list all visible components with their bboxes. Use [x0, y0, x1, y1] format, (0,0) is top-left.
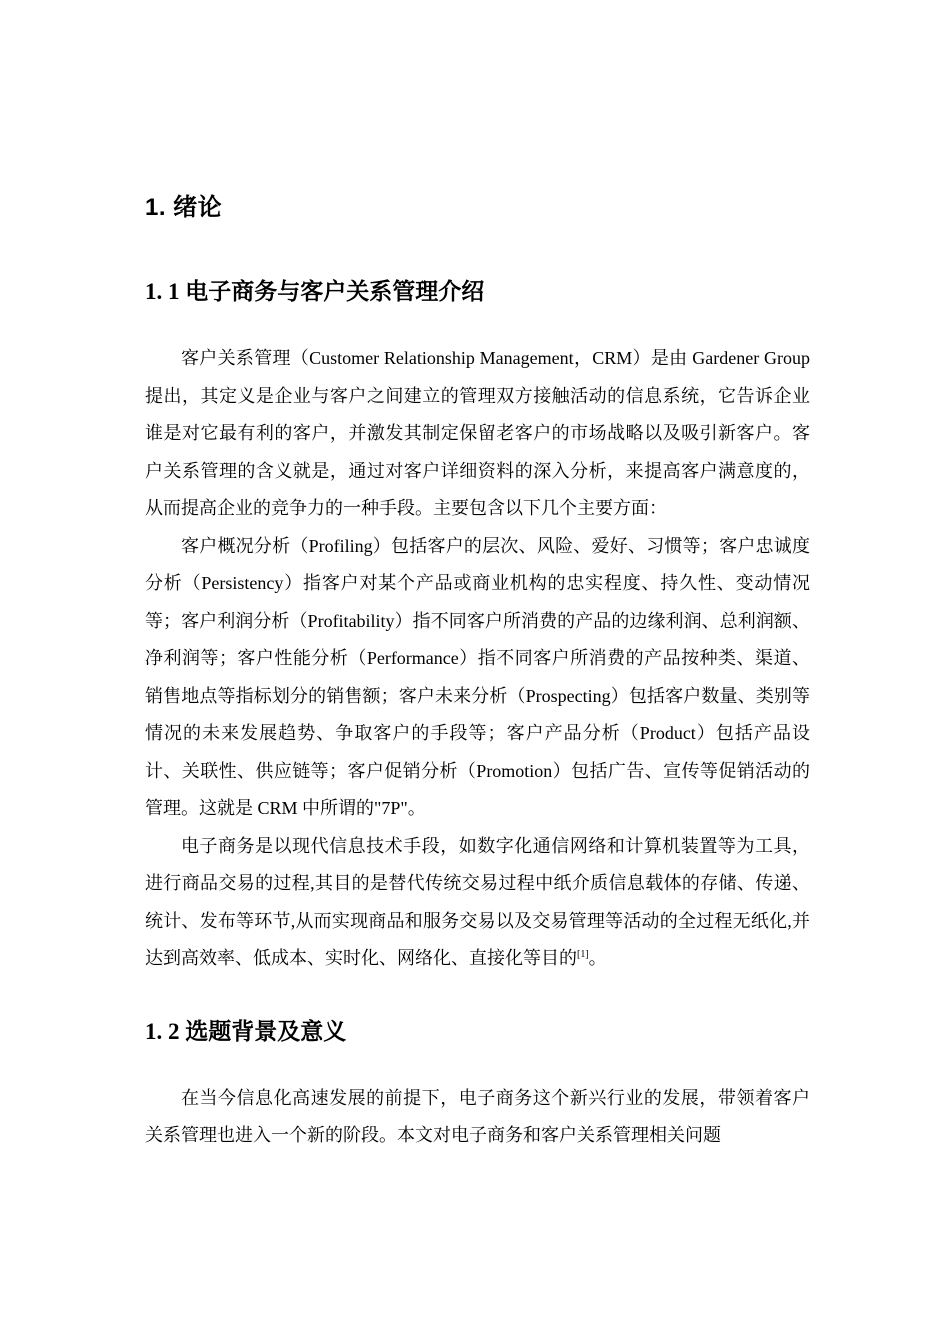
paragraph-ecommerce-end: 。	[588, 948, 607, 968]
chapter-heading-wrap	[145, 190, 810, 226]
section-1-2-heading: 1. 2 选题背景及意义	[145, 1018, 347, 1044]
paragraph-ecommerce-definition	[145, 828, 810, 978]
section-heading-wrap	[145, 274, 810, 310]
section-1-1-heading: 1. 1 电子商务与客户关系管理介绍	[145, 279, 485, 304]
document-body	[145, 190, 810, 1155]
section-heading-wrap	[145, 1014, 810, 1050]
chapter-heading: 1. 绪论	[145, 194, 223, 221]
paragraph-ecommerce-text: 电子商务是以现代信息技术手段，如数字化通信网络和计算机装置等为工具，进行商品交易的过程,其目的是替代传统交易过程中纸介质信息载体的存储、传递、统计、发布等环节,从而实现商品和服务交易以及交易管理等活动的全过程无纸化,并达到高效率、低成本、实时化、网络化、直接化等目的	[145, 835, 810, 968]
paragraph-crm-7p: 客户概况分析（Profiling）包括客户的层次、风险、爱好、习惯等；客户忠诚度分析（Persistency）指客户对某个产品或商业机构的忠实程度、持久性、变动情况等；客户利润分析（Profitability）指不同客户所消费的产品的边缘利润、总利润额、净利润等；客户性能分析（Performance）指不同客户所消费的产品按种类、渠道、销售地点等指标划分的销售额；客户未来分析（Prospecting）包括客户数量、类别等情况的未来发展趋势、争取客户的手段等；客户产品分析（Product）包括产品设计、关联性、供应链等；客户促销分析（Promotion）包括广告、宣传等促销活动的管理。这就是 CRM 中所谓的"7P"。	[145, 535, 810, 818]
paragraph-crm-definition: 客户关系管理（Customer Relationship Management，CRM）是由 Gardener Group 提出，其定义是企业与客户之间建立的管理双方接触活动的信息系统，它告诉企业谁是对它最有利的客户，并激发其制定保留老客户的市场战略以及吸引新客户。客户关系管理的含义就是，通过对客户详细资料的深入分析，来提高客户满意度的，从而提高企业的竞争力的一种手段。主要包含以下几个主要方面：	[145, 348, 810, 518]
paragraph-background: 在当今信息化高速发展的前提下，电子商务这个新兴行业的发展，带领着客户关系管理也进入一个新的阶段。本文对电子商务和客户关系管理相关问题	[145, 1087, 810, 1145]
citation-reference: [1]	[577, 949, 589, 960]
